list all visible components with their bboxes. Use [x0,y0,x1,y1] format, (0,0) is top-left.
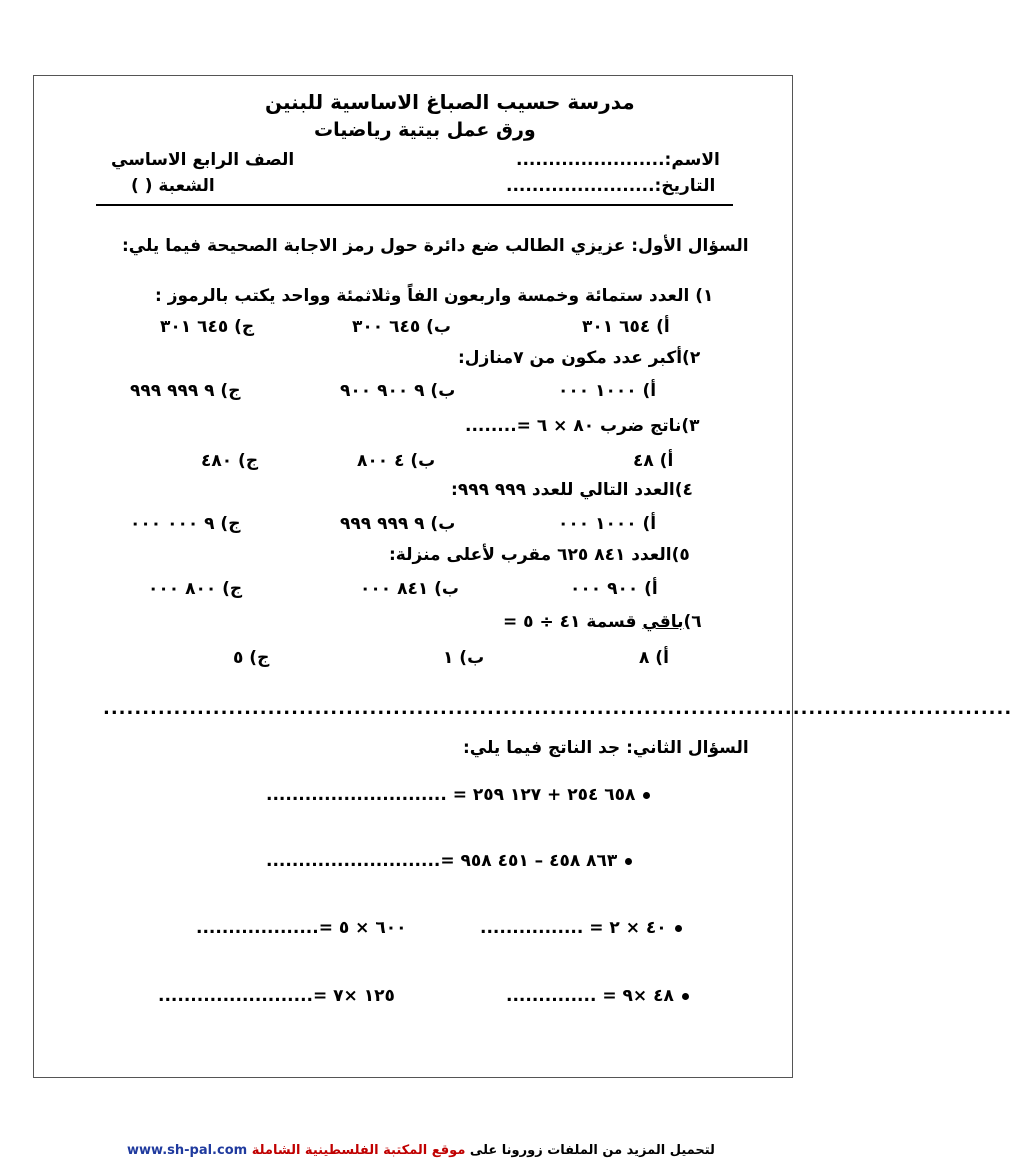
q1-item-2-stem: ٢)أكبر عدد مكون من ٧منازل: [458,348,701,368]
q2-line-2 [266,851,632,871]
question-2-prompt: السؤال الثاني: جد الناتج فيما يلي: [463,738,749,758]
bullet-icon [625,858,632,865]
q1-item-5-option-a[interactable]: أ) ٩٠٠ ٠٠٠ [570,579,658,599]
footer-url[interactable]: www.sh-pal.com [127,1143,248,1158]
date-field: التاريخ:....................... [506,176,716,196]
q1-item-4-option-a[interactable]: أ) ١٠٠٠ ٠٠٠ [558,514,657,534]
school-name: مدرسة حسيب الصباغ الاساسية للبنين [265,90,635,114]
footer-banner [127,1143,715,1158]
q1-item-2-option-a[interactable]: أ) ١٠٠٠ ٠٠٠ [558,381,657,401]
q1-item-1-option-b[interactable]: ب) ٦٤٥ ٣٠٠ [352,317,451,337]
q1-item-6-underlined-word: باقي [642,612,684,632]
q2-line-2-text: ٨٦٣ ٤٥٨ – ٤٥١ ٩٥٨ =........................... [266,851,618,871]
bullet-icon [675,925,682,932]
q1-item-3-option-c[interactable]: ج) ٤٨٠ [201,451,259,471]
dotted-separator: .................................................................................................................... [103,698,1012,719]
q1-item-4-stem: ٤)العدد التالي للعدد ٩٩٩ ٩٩٩: [451,480,693,500]
q2-line-4: ٦٠٠ × ٥ =................... [196,918,407,938]
worksheet-title: ورق عمل بيتية رياضيات [314,119,536,141]
name-field: الاسم:....................... [516,150,720,170]
q1-item-1-option-a[interactable]: أ) ٦٥٤ ٣٠١ [582,317,670,337]
q2-line-5 [506,986,689,1006]
q1-item-5-option-c[interactable]: ج) ٨٠٠ ٠٠٠ [148,579,243,599]
q1-item-3-option-a[interactable]: أ) ٤٨ [633,451,674,471]
q1-item-1-stem: ١) العدد ستمائة وخمسة واربعون الفاً وثلاثمئة وواحد يكتب بالرموز : [155,286,714,306]
q2-line-3 [480,918,682,938]
q2-line-1 [266,785,650,805]
section-label: الشعبة ( ) [131,176,215,196]
q1-item-4-option-b[interactable]: ب) ٩ ٩٩٩ ٩٩٩ [340,514,456,534]
q1-item-4-option-c[interactable]: ج) ٩ ٠٠٠ ٠٠٠ [130,514,241,534]
grade-label: الصف الرابع الاساسي [111,150,295,170]
footer-text: لتحميل المزيد من الملفات زورونا على [469,1143,715,1158]
q1-item-3-option-b[interactable]: ب) ٤ ٨٠٠ [357,451,436,471]
q1-item-6-number: ٦) [683,612,702,632]
q1-item-6-stem-rest: قسمة ٤١ ÷ ٥ = [503,612,643,632]
q1-item-1-option-c[interactable]: ج) ٦٤٥ ٣٠١ [160,317,255,337]
q2-line-6: ١٢٥ ×٧ =........................ [158,986,395,1006]
q1-item-6-stem [503,612,702,632]
header-divider [96,204,733,206]
question-1-prompt: السؤال الأول: عزيزي الطالب ضع دائرة حول رمز الاجابة الصحيحة فيما يلي: [122,236,749,256]
q2-line-1-text: ٦٥٨ ٢٥٤ + ١٢٧ ٢٥٩ = ............................ [266,785,636,805]
q2-line-3-text: ٤٠ × ٢ = ................ [480,918,667,938]
q1-item-2-option-c[interactable]: ج) ٩ ٩٩٩ ٩٩٩ [130,381,241,401]
q1-item-6-option-c[interactable]: ج) ٥ [233,648,270,668]
q1-item-3-stem: ٣)ناتج ضرب ٨٠ × ٦ =........ [465,416,700,436]
q2-line-5-text: ٤٨ ×٩ = .............. [506,986,674,1006]
q1-item-2-option-b[interactable]: ب) ٩ ٩٠٠ ٩٠٠ [340,381,456,401]
footer-library-name: موقع المكتبة الفلسطينية الشاملة [251,1143,466,1158]
q1-item-5-option-b[interactable]: ب) ٨٤١ ٠٠٠ [360,579,459,599]
bullet-icon [682,993,689,1000]
q1-item-6-option-a[interactable]: أ) ٨ [639,648,669,668]
q1-item-6-option-b[interactable]: ب) ١ [443,648,485,668]
q1-item-5-stem: ٥)العدد ٨٤١ ٦٢٥ مقرب لأعلى منزلة: [389,545,690,565]
bullet-icon [643,792,650,799]
